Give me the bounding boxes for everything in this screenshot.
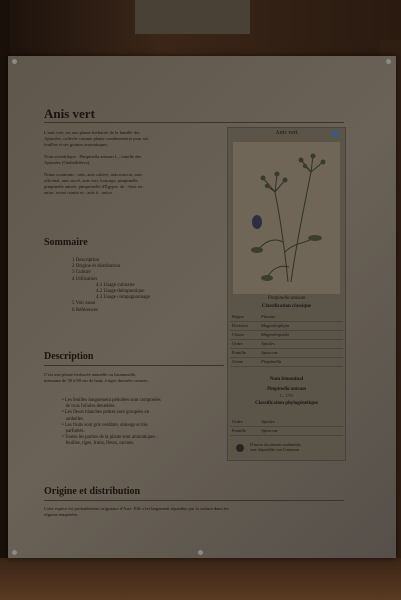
binomial-author: L., 1753 — [280, 394, 293, 398]
intro-line: anise, sweet cumin es : anís it : anice. — [44, 190, 113, 195]
taxon-value[interactable]: Apiales — [261, 419, 275, 424]
taxon-rank: Ordre — [232, 419, 243, 424]
intro-line: Nom scientifique : Pimpinella anisum L., famille des — [44, 154, 142, 159]
taxon-value[interactable]: Pimpinella — [261, 359, 282, 364]
section-divider — [44, 500, 344, 501]
intro-paragraph — [44, 130, 148, 196]
list-item: parfumés. — [62, 429, 85, 435]
list-item: • Toutes les parties de la plante sont aromatiques : — [62, 435, 158, 441]
intro-line: L'anis vert, est une plante herbacée de la famille des — [44, 130, 140, 135]
taxobox — [227, 127, 346, 461]
table-of-contents — [72, 258, 150, 314]
description-line: mesurant de 50 à 80 cm de haut, à tiges dressées creuses. — [44, 378, 149, 383]
origin-paragraph — [44, 506, 229, 518]
taxon-rank: Règne — [232, 314, 244, 319]
list-item: • Les feuilles longuement pétiolées sont composées — [62, 398, 161, 403]
description-line: C'est une plante herbacée annuelle ou bisannuelle, — [44, 372, 137, 377]
plant-drawing — [233, 142, 340, 294]
origin-line: régions tempérées. — [44, 512, 79, 517]
toc-item[interactable]: 6 Références — [72, 307, 98, 313]
commons-note-line: D'autres documents multimédia — [250, 442, 301, 447]
phylo-heading: Classification phylogénétique — [255, 401, 318, 406]
description-heading: Description — [44, 351, 94, 362]
description-list — [62, 398, 161, 448]
origin-heading: Origine et distribution — [44, 486, 141, 497]
toc-item[interactable]: 1 Description — [72, 258, 100, 263]
commons-note-line: sont disponibles sur Commons — [250, 447, 300, 452]
row-divider — [230, 357, 343, 358]
intro-line: Noms communs : anis, anis cultivé, anis muscat, anis — [44, 172, 142, 177]
wooden-ledge — [0, 558, 401, 600]
taxon-rank: Famille — [232, 428, 247, 433]
commons-note — [250, 442, 301, 452]
list-item: • Les fleurs blanches petites sont groupées en — [62, 410, 150, 416]
taxon-value[interactable]: Apiaceae — [261, 428, 279, 433]
taxon-value[interactable]: Plantae — [261, 314, 276, 319]
row-divider — [230, 339, 343, 340]
taxon-value[interactable]: Apiaceae — [261, 350, 279, 355]
row-divider — [230, 330, 343, 331]
intro-line: pimpinelle anisée, pimprenelle d'Égypte. de : Anis en : — [44, 184, 145, 189]
taxobox-title: Anis vert — [275, 130, 298, 136]
row-divider — [230, 426, 343, 427]
taxon-value[interactable]: Apiales — [261, 341, 275, 346]
taxon-rank: Classe — [232, 332, 244, 337]
list-item: feuilles, tiges, fruits, fleurs, racines. — [62, 441, 135, 447]
row-divider — [230, 321, 343, 322]
toc-item[interactable]: 4.2 Usage thérapeutique — [96, 289, 145, 295]
description-paragraph — [44, 372, 149, 384]
plate-caption: Pimpinella anisum — [267, 296, 306, 301]
toc-item[interactable]: 2 Origine et distribution — [72, 264, 121, 270]
row-divider — [230, 366, 343, 367]
row-divider — [230, 348, 343, 349]
taxon-value[interactable]: Magnoliopsida — [261, 332, 289, 337]
binomial-name: Pimpinella anisum — [266, 387, 307, 392]
title-divider — [44, 122, 344, 123]
intro-line: officinal, anis sucré, anis vert, boucage, pimpinelle, — [44, 178, 139, 183]
toc-item[interactable]: 5 Voir aussi — [72, 301, 96, 307]
section-divider — [44, 365, 224, 366]
intro-line: feuilles et ses graines aromatiques. — [44, 142, 108, 147]
intro-line: Apiacées (Ombellifères). — [44, 160, 91, 165]
taxon-value[interactable]: Magnoliophyta — [261, 323, 290, 328]
taxon-rank: Ordre — [232, 341, 243, 346]
list-item: ombelles. — [62, 416, 85, 422]
list-item: • Les fruits sont gris verdâtre, oblongs et très — [62, 422, 149, 428]
toc-item[interactable]: 4.3 Usage compagnonnage — [96, 295, 151, 301]
toc-item[interactable]: 4.1 Usage culinaire — [96, 282, 135, 288]
binomial-heading: Nom binominal — [269, 377, 304, 382]
botanical-illustration — [233, 142, 340, 294]
pin-icon — [12, 550, 17, 555]
row-divider — [230, 435, 343, 436]
pin-icon — [12, 59, 17, 64]
taxon-rank: Genre — [232, 359, 244, 364]
intro-line: Apiacées, cultivée comme plante condimentaire pour ses — [44, 136, 149, 141]
toc-item[interactable]: 4 Utilisation — [72, 276, 97, 282]
speaker-icon — [236, 444, 244, 452]
pin-icon — [386, 59, 391, 64]
toc-title: Sommaire — [44, 237, 88, 248]
taxon-rank: Famille — [232, 350, 247, 355]
classification-heading: Classification classique — [261, 304, 312, 309]
taxon-rank: Division — [232, 323, 248, 328]
pin-icon — [198, 550, 203, 555]
origin-line: Cette espèce est probablement originaire d'Asie. Elle s'est largement répandue par la culture dans les — [44, 506, 229, 511]
info-icon — [332, 130, 339, 137]
page-title: Anis vert — [44, 106, 95, 121]
paper-above — [135, 0, 250, 34]
list-item: de trois folioles dentelées. — [62, 404, 116, 410]
toc-item[interactable]: 3 Culture — [72, 270, 91, 276]
